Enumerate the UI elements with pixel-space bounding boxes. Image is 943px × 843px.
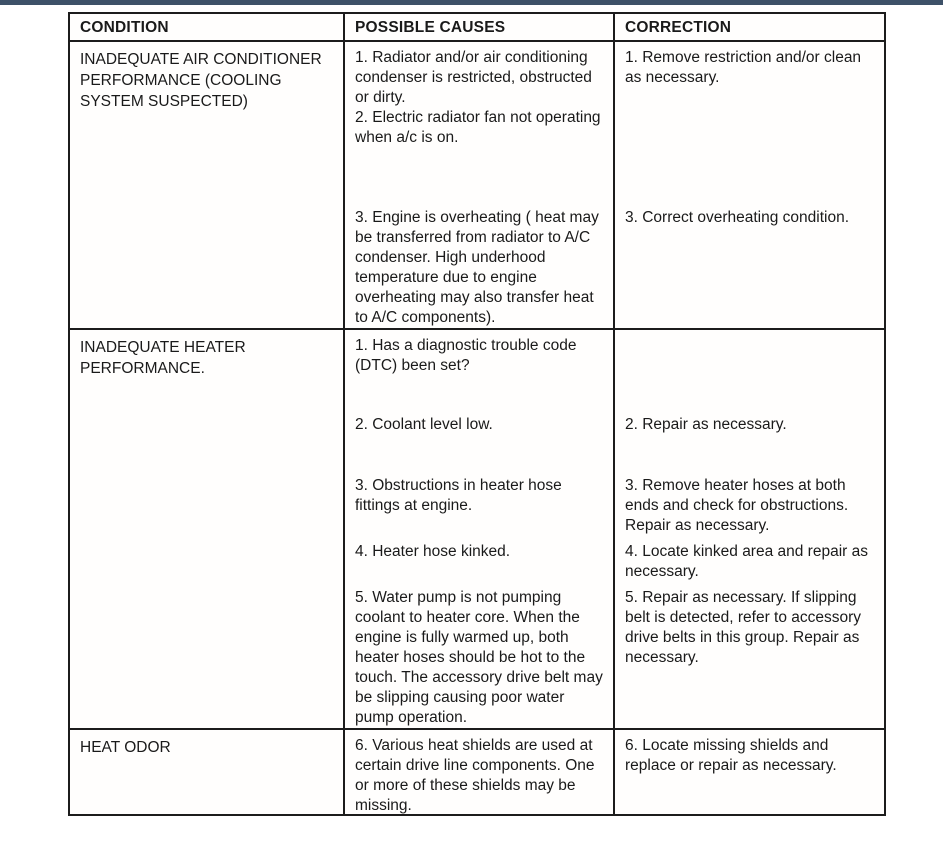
header-correction: CORRECTION	[625, 19, 732, 36]
causes-cell	[345, 536, 615, 582]
cause-correction-group	[345, 202, 884, 328]
causes-corrections-area	[345, 730, 884, 816]
causes-cell	[345, 470, 615, 536]
cause-correction-group	[345, 730, 884, 816]
cause-item: 5. Water pump is not pumping coolant to heater core. When the engine is fully warmed up, both heater hoses should be hot to the touch. The accessory drive belt may be slipping causing poor water pump operation.	[355, 589, 603, 726]
correction-item: 4. Locate kinked area and repair as necessary.	[625, 543, 868, 580]
cause-item: 1. Has a diagnostic trouble code (DTC) been set?	[355, 337, 577, 374]
correction-cell	[615, 470, 884, 536]
correction-cell	[615, 536, 884, 582]
cause-item: 4. Heater hose kinked.	[355, 543, 511, 560]
table-header-row	[70, 14, 884, 42]
correction-item: 3. Correct overheating condition.	[625, 209, 850, 226]
cause-correction-group	[345, 330, 884, 409]
page-top-rule	[0, 0, 943, 5]
causes-cell	[345, 202, 615, 328]
causes-cell	[345, 330, 615, 409]
causes-corrections-area	[345, 330, 884, 728]
cause-item: 3. Obstructions in heater hose fittings at engine.	[355, 477, 562, 514]
correction-item: 5. Repair as necessary. If slipping belt is detected, refer to accessory drive belts in this group. Repair as necessary.	[625, 589, 862, 666]
correction-cell	[615, 330, 884, 409]
correction-item: 6. Locate missing shields and replace or repair as necessary.	[625, 737, 837, 774]
cause-item: 3. Engine is overheating ( heat may be transferred from radiator to A/C condenser. High underhood temperature due to engine overheating may also transfer heat to A/C components).	[355, 209, 599, 326]
table-row	[70, 42, 884, 330]
causes-corrections-area	[345, 42, 884, 328]
cause-item: 2. Coolant level low.	[355, 416, 493, 433]
correction-item: 3. Remove heater hoses at both ends and check for obstructions. Repair as necessary.	[625, 477, 849, 534]
cause-correction-group	[345, 470, 884, 536]
correction-cell	[615, 409, 884, 470]
causes-cell	[345, 730, 615, 816]
condition-cell: INADEQUATE HEATER PERFORMANCE.	[70, 330, 345, 728]
cause-item: 1. Radiator and/or air conditioning condenser is restricted, obstructed or dirty.	[355, 49, 592, 106]
correction-cell	[615, 730, 884, 816]
causes-cell	[345, 409, 615, 470]
table-row	[70, 730, 884, 816]
causes-cell	[345, 42, 615, 202]
table-row	[70, 330, 884, 730]
correction-item: 1. Remove restriction and/or clean as necessary.	[625, 49, 862, 86]
cause-correction-group	[345, 582, 884, 728]
cause-correction-group	[345, 536, 884, 582]
condition-cell: INADEQUATE AIR CONDITIONER PERFORMANCE (COOLING SYSTEM SUSPECTED)	[70, 42, 345, 328]
diagnosis-table	[68, 12, 886, 816]
correction-item: 2. Repair as necessary.	[625, 416, 787, 433]
cause-correction-group	[345, 409, 884, 470]
causes-cell	[345, 582, 615, 728]
correction-cell	[615, 582, 884, 728]
header-condition: CONDITION	[70, 14, 345, 40]
header-possible-causes: POSSIBLE CAUSES	[345, 14, 615, 40]
cause-item: 2. Electric radiator fan not operating when a/c is on.	[355, 109, 601, 146]
correction-cell	[615, 42, 884, 202]
cause-correction-group	[345, 42, 884, 202]
condition-cell: HEAT ODOR	[70, 730, 345, 816]
correction-cell	[615, 202, 884, 328]
cause-item: 6. Various heat shields are used at certain drive line components. One or more of these shields may be missing.	[355, 737, 595, 814]
